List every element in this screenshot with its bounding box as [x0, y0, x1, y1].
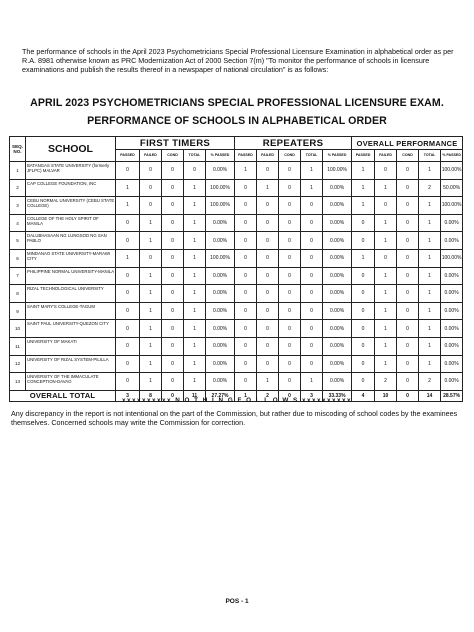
first-timers-cond-cell: 0 [162, 337, 184, 355]
repeaters-passed-cell: 0 [235, 320, 257, 338]
repeaters-cond-cell: 0 [279, 320, 301, 338]
repeaters-total-cell: 0 [301, 320, 323, 338]
first-timers-total-cell: 1 [184, 179, 206, 197]
first-timers-failed-cell: 1 [140, 355, 162, 373]
first-timers-cond-cell: 0 [162, 214, 184, 232]
first-timers-pct-passed-cell: 100.00% [206, 179, 235, 197]
total-repeaters-passed-cell: 1 [235, 390, 257, 401]
repeaters-cond-cell: 0 [279, 162, 301, 180]
school-name: UNIVERSITY OF RIZAL SYSTEM-PILILLA [26, 355, 116, 373]
overall-failed-cell: 1 [375, 355, 397, 373]
repeaters-total-header: TOTAL [301, 150, 323, 162]
first-timers-passed-cell: 0 [116, 214, 140, 232]
repeaters-passed-cell: 0 [235, 302, 257, 320]
table-row [10, 302, 463, 320]
repeaters-failed-header: FAILED [257, 150, 279, 162]
repeaters-cond-cell: 0 [279, 197, 301, 215]
overall-cond-cell: 0 [397, 197, 419, 215]
repeaters-total-cell: 0 [301, 337, 323, 355]
repeaters-total-cell: 0 [301, 267, 323, 285]
repeaters-passed-cell: 1 [235, 162, 257, 180]
overall-failed-cell: 0 [375, 162, 397, 180]
overall-failed-cell: 0 [375, 197, 397, 215]
first-timers-cond-cell: 0 [162, 373, 184, 391]
repeaters-failed-cell: 0 [257, 214, 279, 232]
repeaters-failed-cell: 0 [257, 285, 279, 303]
overall-failed-cell: 1 [375, 214, 397, 232]
first-timers-failed-cell: 0 [140, 179, 162, 197]
overall-cond-cell: 0 [397, 373, 419, 391]
school-name: UNIVERSITY OF MAKATI [26, 337, 116, 355]
first-timers-cond-cell: 0 [162, 197, 184, 215]
repeaters-pct-passed-cell: 0.00% [323, 373, 352, 391]
repeaters-pct-passed-cell: 0.00% [323, 232, 352, 250]
table-row [10, 197, 463, 215]
overall-total-cell: 1 [419, 162, 441, 180]
first-timers-pct-passed-cell: 100.00% [206, 249, 235, 267]
table-row [10, 355, 463, 373]
seq-number: 3 [10, 197, 26, 215]
seq-number: 6 [10, 249, 26, 267]
seq-number: 5 [10, 232, 26, 250]
repeaters-cond-cell: 0 [279, 214, 301, 232]
overall-total-cell: 1 [419, 337, 441, 355]
overall-passed-cell: 1 [352, 197, 375, 215]
first-timers-passed-cell: 0 [116, 267, 140, 285]
overall-failed-cell: 1 [375, 267, 397, 285]
total-repeaters-pct-passed-cell: 33.33% [323, 390, 352, 401]
total-overall-pct-passed-cell: 28.57% [441, 390, 463, 401]
repeaters-total-cell: 1 [301, 373, 323, 391]
table-row [10, 320, 463, 338]
first-timers-passed-cell: 0 [116, 162, 140, 180]
repeaters-passed-cell: 0 [235, 249, 257, 267]
repeaters-total-cell: 0 [301, 355, 323, 373]
overall-passed-header: PASSED [352, 150, 375, 162]
school-name: CEBU NORMAL UNIVERSITY (CEBU STATE COLLEGE) [26, 197, 116, 215]
repeaters-pct-passed-cell: 0.00% [323, 267, 352, 285]
overall-pct-passed-cell: 0.00% [441, 355, 463, 373]
table-row [10, 214, 463, 232]
overall-passed-cell: 1 [352, 249, 375, 267]
first-timers-cond-cell: 0 [162, 249, 184, 267]
first-timers-pct-passed-cell: 0.00% [206, 285, 235, 303]
first-timers-pct-passed-cell: 100.00% [206, 197, 235, 215]
overall-pct-passed-cell: 0.00% [441, 214, 463, 232]
overall-passed-cell: 0 [352, 320, 375, 338]
first-timers-failed-cell: 1 [140, 373, 162, 391]
repeaters-pct-passed-cell: 0.00% [323, 302, 352, 320]
repeaters-cond-cell: 0 [279, 285, 301, 303]
repeaters-passed-cell: 0 [235, 197, 257, 215]
overall-passed-cell: 0 [352, 302, 375, 320]
seq-number: 11 [10, 337, 26, 355]
repeaters-failed-cell: 0 [257, 267, 279, 285]
first-timers-passed-cell: 0 [116, 320, 140, 338]
first-timers-cond-cell: 0 [162, 302, 184, 320]
school-name: MINDANAO STATE UNIVERSITY-MARAWI CITY [26, 249, 116, 267]
exam-title: APRIL 2023 PSYCHOMETRICIANS SPECIAL PROFESSIONAL LICENSURE EXAM. [30, 97, 444, 109]
overall-cond-cell: 0 [397, 337, 419, 355]
first-timers-total-cell: 1 [184, 214, 206, 232]
repeaters-pct-passed-cell: 0.00% [323, 214, 352, 232]
total-first-timers-failed-cell: 8 [140, 390, 162, 401]
first-timers-cond-cell: 0 [162, 355, 184, 373]
overall-cond-cell: 0 [397, 267, 419, 285]
table-row [10, 179, 463, 197]
repeaters-pct-passed-cell: 0.00% [323, 249, 352, 267]
seq-number: 2 [10, 179, 26, 197]
overall-total-cell: 1 [419, 302, 441, 320]
repeaters-failed-cell: 0 [257, 302, 279, 320]
first-timers-cond-cell: 0 [162, 267, 184, 285]
repeaters-failed-cell: 0 [257, 232, 279, 250]
overall-failed-cell: 1 [375, 232, 397, 250]
first-timers-failed-cell: 0 [140, 197, 162, 215]
overall-total-cell: 1 [419, 197, 441, 215]
repeaters-passed-cell: 0 [235, 337, 257, 355]
overall-total-cell: 1 [419, 320, 441, 338]
first-timers-failed-cell: 1 [140, 214, 162, 232]
repeaters-cond-cell: 0 [279, 355, 301, 373]
overall-passed-cell: 0 [352, 373, 375, 391]
repeaters-pct-passed-cell: 0.00% [323, 285, 352, 303]
results-table [9, 136, 463, 402]
first-timers-total-cell: 1 [184, 197, 206, 215]
overall-pct-passed-cell: 0.00% [441, 320, 463, 338]
disclaimer-text: Any discrepancy in the report is not intentional on the part of the Commission, but rather due to miscoding of school codes by the examinees themselves. Concerned schools may write the Commission for correction. [11, 409, 458, 427]
overall-total-label: OVERALL TOTAL [10, 390, 116, 401]
overall-total-cell: 2 [419, 179, 441, 197]
school-name: SAINT PAUL UNIVERSITY-QUEZON CITY [26, 320, 116, 338]
first-timers-total-cell: 1 [184, 249, 206, 267]
first-timers-total-cell: 1 [184, 320, 206, 338]
repeaters-pct-passed-header: % PASSED [323, 150, 352, 162]
first-timers-pct-passed-cell: 0.00% [206, 267, 235, 285]
intro-paragraph: The performance of schools in the April 2023 Psychometricians Special Professional Licensure Examination in alphabetical order as per R.A. 8981 otherwise known as PRC Modernization Act of 2000 Section 7(m) "To monitor the performance of schools in licensure examinations and publish the results thereof in a newspaper of national circulation" is as follows: [22, 47, 454, 75]
overall-passed-cell: 1 [352, 179, 375, 197]
overall-passed-cell: 1 [352, 162, 375, 180]
first-timers-total-cell: 0 [184, 162, 206, 180]
repeaters-pct-passed-cell: 0.00% [323, 179, 352, 197]
first-timers-pct-passed-header: % PASSED [206, 150, 235, 162]
first-timers-pct-passed-cell: 0.00% [206, 214, 235, 232]
overall-cond-cell: 0 [397, 285, 419, 303]
table-row [10, 162, 463, 180]
seq-number: 7 [10, 267, 26, 285]
seq-number: 9 [10, 302, 26, 320]
first-timers-passed-header: PASSED [116, 150, 140, 162]
overall-passed-cell: 0 [352, 337, 375, 355]
first-timers-passed-cell: 0 [116, 302, 140, 320]
first-timers-total-cell: 1 [184, 232, 206, 250]
school-name: UNIVERSITY OF THE IMMACULATE CONCEPTION-DAVAO [26, 373, 116, 391]
overall-failed-header: FAILED [375, 150, 397, 162]
first-timers-total-cell: 1 [184, 267, 206, 285]
first-timers-cond-cell: 0 [162, 232, 184, 250]
repeaters-cond-cell: 0 [279, 337, 301, 355]
table-row [10, 285, 463, 303]
repeaters-failed-cell: 0 [257, 249, 279, 267]
repeaters-header: REPEATERS [235, 137, 352, 150]
repeaters-total-cell: 0 [301, 214, 323, 232]
overall-failed-cell: 1 [375, 337, 397, 355]
seq-number: 8 [10, 285, 26, 303]
overall-cond-cell: 0 [397, 320, 419, 338]
first-timers-pct-passed-cell: 0.00% [206, 373, 235, 391]
first-timers-failed-header: FAILED [140, 150, 162, 162]
overall-total-cell: 2 [419, 373, 441, 391]
repeaters-failed-cell: 0 [257, 337, 279, 355]
first-timers-cond-cell: 0 [162, 320, 184, 338]
repeaters-passed-cell: 0 [235, 214, 257, 232]
first-timers-total-cell: 1 [184, 355, 206, 373]
total-first-timers-pct-passed-cell: 27.27% [206, 390, 235, 401]
school-name: BATANGAS STATE UNIVERSITY (formerly JFLPC) MALVAR [26, 162, 116, 180]
seq-no-header: SEQ. NO. [10, 137, 26, 162]
overall-total-cell: 1 [419, 267, 441, 285]
overall-total-cell: 1 [419, 214, 441, 232]
overall-cond-cell: 0 [397, 249, 419, 267]
repeaters-total-cell: 1 [301, 162, 323, 180]
repeaters-cond-cell: 0 [279, 232, 301, 250]
first-timers-pct-passed-cell: 0.00% [206, 232, 235, 250]
overall-pct-passed-cell: 100.00% [441, 249, 463, 267]
first-timers-passed-cell: 0 [116, 337, 140, 355]
overall-pct-passed-cell: 100.00% [441, 162, 463, 180]
first-timers-passed-cell: 0 [116, 232, 140, 250]
first-timers-passed-cell: 1 [116, 249, 140, 267]
overall-pct-passed-cell: 0.00% [441, 285, 463, 303]
repeaters-cond-cell: 0 [279, 267, 301, 285]
overall-passed-cell: 0 [352, 285, 375, 303]
first-timers-passed-cell: 0 [116, 285, 140, 303]
repeaters-passed-cell: 0 [235, 232, 257, 250]
overall-total-cell: 1 [419, 355, 441, 373]
overall-cond-cell: 0 [397, 232, 419, 250]
first-timers-passed-cell: 1 [116, 179, 140, 197]
page-footer: POS - 1 [225, 598, 249, 605]
overall-failed-cell: 1 [375, 302, 397, 320]
first-timers-failed-cell: 1 [140, 232, 162, 250]
overall-cond-cell: 0 [397, 302, 419, 320]
first-timers-failed-cell: 1 [140, 267, 162, 285]
repeaters-passed-cell: 0 [235, 179, 257, 197]
repeaters-total-cell: 0 [301, 285, 323, 303]
repeaters-passed-cell: 0 [235, 373, 257, 391]
total-repeaters-total-cell: 3 [301, 390, 323, 401]
first-timers-cond-cell: 0 [162, 285, 184, 303]
total-repeaters-cond-cell: 0 [279, 390, 301, 401]
first-timers-total-cell: 1 [184, 373, 206, 391]
overall-failed-cell: 1 [375, 179, 397, 197]
overall-pct-passed-cell: 50.00% [441, 179, 463, 197]
table-row [10, 337, 463, 355]
overall-pct-passed-cell: 0.00% [441, 232, 463, 250]
repeaters-pct-passed-cell: 0.00% [323, 337, 352, 355]
overall-passed-cell: 0 [352, 267, 375, 285]
first-timers-pct-passed-cell: 0.00% [206, 320, 235, 338]
total-repeaters-failed-cell: 2 [257, 390, 279, 401]
overall-cond-cell: 0 [397, 214, 419, 232]
overall-total-cell: 1 [419, 249, 441, 267]
repeaters-passed-cell: 0 [235, 285, 257, 303]
first-timers-passed-cell: 0 [116, 355, 140, 373]
seq-number: 4 [10, 214, 26, 232]
total-overall-passed-cell: 4 [352, 390, 375, 401]
repeaters-failed-cell: 0 [257, 320, 279, 338]
first-timers-cond-cell: 0 [162, 162, 184, 180]
overall-passed-cell: 0 [352, 355, 375, 373]
school-header: SCHOOL [26, 137, 116, 162]
overall-cond-cell: 0 [397, 355, 419, 373]
first-timers-failed-cell: 1 [140, 285, 162, 303]
repeaters-pct-passed-cell: 0.00% [323, 355, 352, 373]
repeaters-total-cell: 0 [301, 232, 323, 250]
repeaters-total-cell: 1 [301, 179, 323, 197]
total-first-timers-total-cell: 11 [184, 390, 206, 401]
repeaters-cond-cell: 0 [279, 302, 301, 320]
school-name: PHILIPPINE NORMAL UNIVERSITY-MANILA [26, 267, 116, 285]
overall-failed-cell: 0 [375, 249, 397, 267]
first-timers-cond-cell: 0 [162, 179, 184, 197]
overall-total-cell: 1 [419, 285, 441, 303]
first-timers-passed-cell: 1 [116, 197, 140, 215]
first-timers-failed-cell: 1 [140, 302, 162, 320]
overall-passed-cell: 0 [352, 232, 375, 250]
school-name: SAINT MARY'S COLLEGE-TAGUM [26, 302, 116, 320]
repeaters-total-cell: 0 [301, 197, 323, 215]
overall-pct-passed-cell: 0.00% [441, 373, 463, 391]
first-timers-pct-passed-cell: 0.00% [206, 337, 235, 355]
overall-pct-passed-cell: 0.00% [441, 267, 463, 285]
first-timers-passed-cell: 0 [116, 373, 140, 391]
table-row [10, 373, 463, 391]
table-row [10, 249, 463, 267]
school-name: RIZAL TECHNOLOGICAL UNIVERSITY [26, 285, 116, 303]
first-timers-pct-passed-cell: 0.00% [206, 302, 235, 320]
school-name: DALUBHASAAN NG LUNGSOD NG SAN PABLO [26, 232, 116, 250]
total-overall-total-cell: 14 [419, 390, 441, 401]
repeaters-passed-cell: 0 [235, 267, 257, 285]
school-name: COLLEGE OF THE HOLY SPIRIT OF MANILA [26, 214, 116, 232]
overall-pct-passed-cell: 0.00% [441, 337, 463, 355]
first-timers-total-cell: 1 [184, 302, 206, 320]
seq-number: 12 [10, 355, 26, 373]
overall-total-cell: 1 [419, 232, 441, 250]
seq-number: 1 [10, 162, 26, 180]
first-timers-failed-cell: 1 [140, 337, 162, 355]
overall-failed-cell: 1 [375, 320, 397, 338]
overall-total-header: TOTAL [419, 150, 441, 162]
repeaters-failed-cell: 1 [257, 373, 279, 391]
first-timers-total-cell: 1 [184, 285, 206, 303]
repeaters-pct-passed-cell: 0.00% [323, 320, 352, 338]
total-first-timers-cond-cell: 0 [162, 390, 184, 401]
overall-cond-cell: 0 [397, 162, 419, 180]
overall-cond-header: COND [397, 150, 419, 162]
first-timers-failed-cell: 0 [140, 249, 162, 267]
overall-pct-passed-cell: 0.00% [441, 302, 463, 320]
repeaters-cond-cell: 0 [279, 249, 301, 267]
overall-pct-passed-cell: 100.00% [441, 197, 463, 215]
repeaters-total-cell: 0 [301, 302, 323, 320]
repeaters-pct-passed-cell: 0.00% [323, 197, 352, 215]
school-name: CAP COLLEGE FOUNDATION, INC [26, 179, 116, 197]
first-timers-cond-header: COND [162, 150, 184, 162]
repeaters-cond-header: COND [279, 150, 301, 162]
repeaters-cond-cell: 0 [279, 373, 301, 391]
repeaters-passed-header: PASSED [235, 150, 257, 162]
overall-pct-passed-header: % PASSED [441, 150, 463, 162]
table-row [10, 232, 463, 250]
total-first-timers-passed-cell: 3 [116, 390, 140, 401]
overall-failed-cell: 2 [375, 373, 397, 391]
total-overall-cond-cell: 0 [397, 390, 419, 401]
overall-cond-cell: 0 [397, 179, 419, 197]
repeaters-failed-cell: 0 [257, 355, 279, 373]
table-row [10, 267, 463, 285]
report-subtitle: PERFORMANCE OF SCHOOLS IN ALPHABETICAL ORDER [87, 115, 387, 127]
first-timers-pct-passed-cell: 0.00% [206, 162, 235, 180]
repeaters-failed-cell: 1 [257, 179, 279, 197]
seq-number: 13 [10, 373, 26, 391]
overall-failed-cell: 1 [375, 285, 397, 303]
overall-performance-header: OVERALL PERFORMANCE [352, 137, 463, 150]
total-overall-failed-cell: 10 [375, 390, 397, 401]
first-timers-total-cell: 1 [184, 337, 206, 355]
repeaters-total-cell: 0 [301, 249, 323, 267]
repeaters-cond-cell: 0 [279, 179, 301, 197]
first-timers-total-header: TOTAL [184, 150, 206, 162]
first-timers-pct-passed-cell: 0.00% [206, 355, 235, 373]
repeaters-passed-cell: 0 [235, 355, 257, 373]
nothing-follows-marker: xxxxxxxxxx N O T H I N G F O L L O W S xxxxxxxxxx [121, 397, 353, 404]
seq-number: 10 [10, 320, 26, 338]
repeaters-failed-cell: 0 [257, 197, 279, 215]
repeaters-failed-cell: 0 [257, 162, 279, 180]
overall-passed-cell: 0 [352, 214, 375, 232]
first-timers-failed-cell: 0 [140, 162, 162, 180]
first-timers-header: FIRST TIMERS [116, 137, 235, 150]
repeaters-pct-passed-cell: 100.00% [323, 162, 352, 180]
first-timers-failed-cell: 1 [140, 320, 162, 338]
